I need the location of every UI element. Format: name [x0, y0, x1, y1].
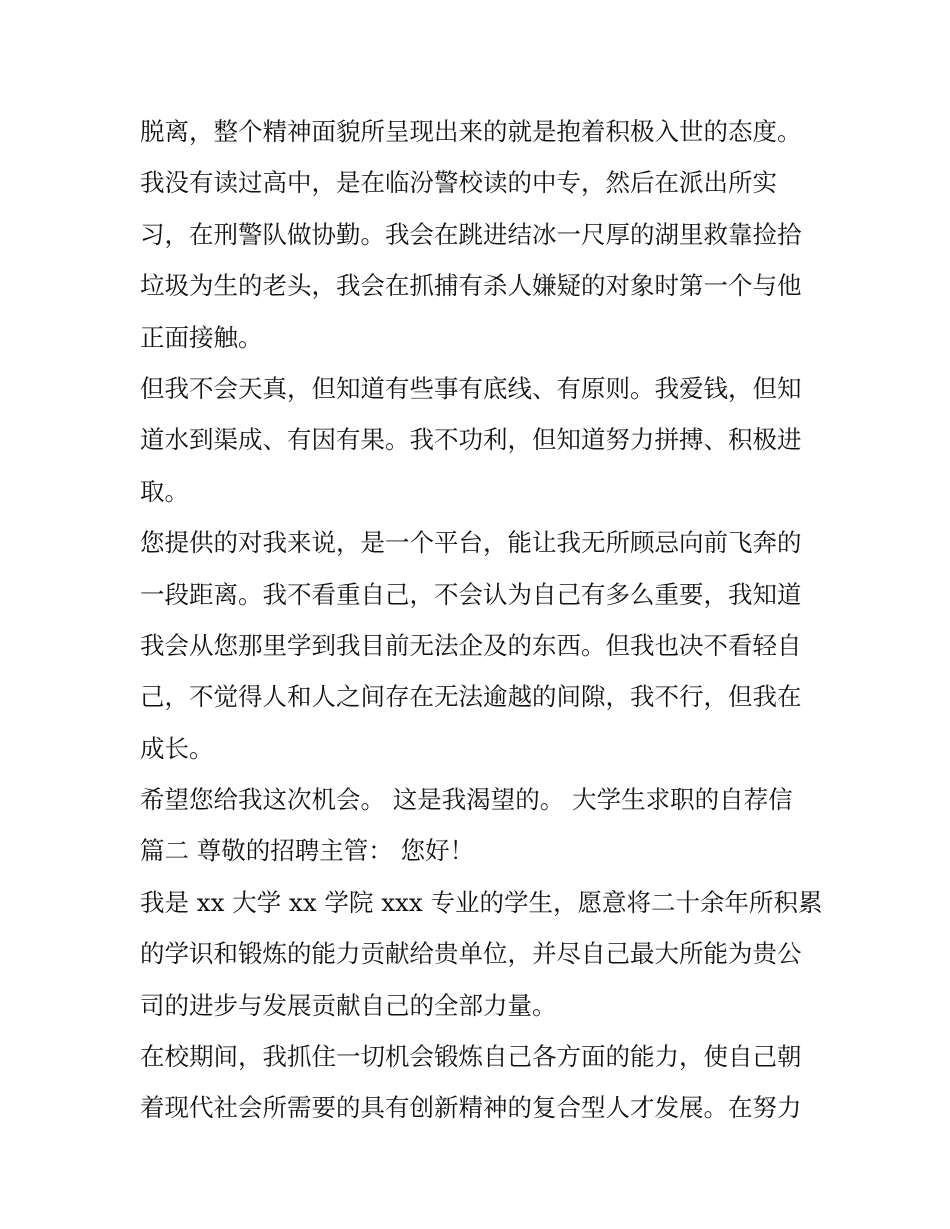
- text-line-17: 的学识和锻炼的能力贡献给贵单位，并尽自己最大所能为贵公: [140, 939, 802, 969]
- text-line-18: 司的进步与发展贡献自己的全部力量。: [140, 990, 557, 1020]
- text-line-5: 正面接触。: [140, 322, 263, 352]
- text-line-12: 己，不觉得人和人之间存在无法逾越的间隙，我不行，但我在: [140, 682, 802, 712]
- text-line-1: 脱离，整个精神面貌所呈现出来的就是抱着积极入世的态度。: [140, 117, 802, 146]
- text-line-20: 着现代社会所需要的具有创新精神的复合型人才发展。在努力: [140, 1093, 802, 1123]
- text-line-13: 成长。: [140, 733, 214, 763]
- text-line-19: 在校期间，我抓住一切机会锻炼自己各方面的能力，使自己朝: [140, 1042, 802, 1072]
- text-line-10: 一段距离。我不看重自己，不会认为自己有多么重要，我知道: [140, 579, 802, 609]
- text-line-6: 但我不会天真，但知道有些事有底线、有原则。我爱钱，但知: [140, 373, 802, 403]
- text-line-3: 习，在刑警队做协勤。我会在跳进结冰一尺厚的湖里救靠捡拾: [140, 219, 802, 249]
- text-line-7: 道水到渠成、有因有果。我不功利，但知道努力拼搏、积极进: [140, 425, 802, 455]
- text-line-14: 希望您给我这次机会。 这是我渴望的。 大学生求职的自荐信: [140, 785, 793, 815]
- text-line-11: 我会从您那里学到我目前无法企及的东西。但我也决不看轻自: [140, 630, 802, 660]
- text-line-8: 取。: [140, 476, 189, 506]
- body-text: [140, 106, 823, 1134]
- text-line-4: 垃圾为生的老头，我会在抓捕有杀人嫌疑的对象时第一个与他: [140, 271, 802, 301]
- text-line-16: 我是 xx 大学 xx 学院 xxx 专业的学生，愿意将二十余年所积累: [140, 887, 823, 917]
- text-line-9: 您提供的对我来说，是一个平台，能让我无所顾忌向前飞奔的: [140, 528, 802, 558]
- text-line-15: 篇二 尊敬的招聘主管： 您好！: [140, 836, 475, 866]
- text-line-2: 我没有读过高中，是在临汾警校读的中专，然后在派出所实: [140, 168, 777, 198]
